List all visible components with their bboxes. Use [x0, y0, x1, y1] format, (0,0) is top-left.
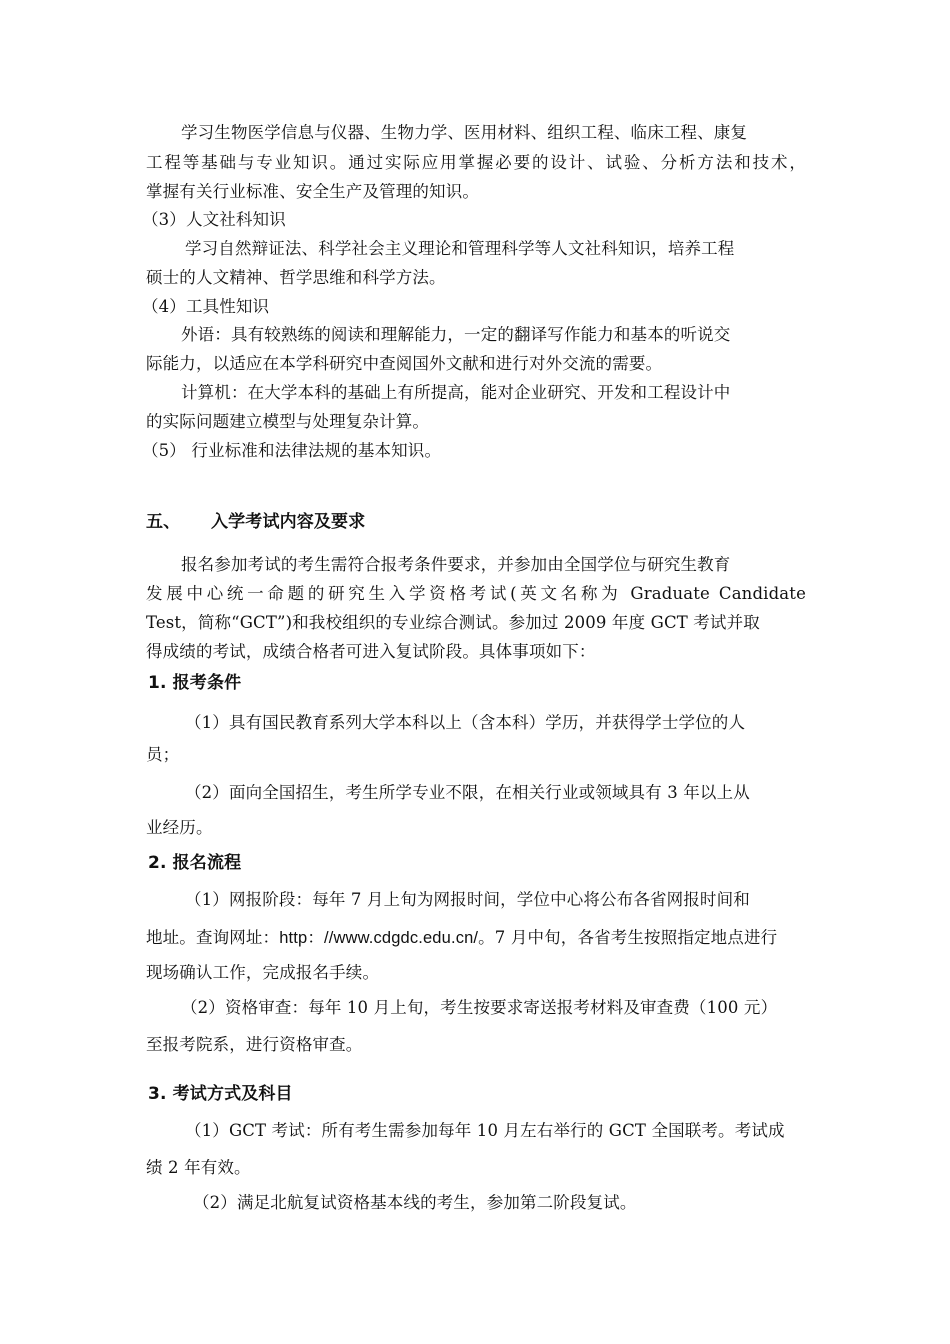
paragraph-line: 掌握有关行业标准、安全生产及管理的知识。 [146, 182, 479, 201]
paragraph-line: 际能力，以适应在本学科研究中查阅国外文献和进行对外交流的需要。 [146, 354, 663, 373]
item-heading: （3）人文社科知识 [142, 210, 286, 229]
subsection-heading: 3. 考试方式及科目 [148, 1084, 293, 1104]
paragraph-line: （1）GCT 考试：所有考生需参加每年 10 月左右举行的 GCT 全国联考。考试成 [185, 1121, 785, 1140]
paragraph-line: 得成绩的考试，成绩合格者可进入复试阶段。具体事项如下： [146, 642, 596, 661]
paragraph-line: Test，简称“GCT”)和我校组织的专业综合测试。参加过 2009 年度 GCT 考试并取 [146, 613, 760, 632]
paragraph-line: 的实际问题建立模型与处理复杂计算。 [146, 412, 430, 431]
paragraph-line: （2）满足北航复试资格基本线的考生，参加第二阶段复试。 [193, 1193, 637, 1212]
paragraph-line: 学习生物医学信息与仪器、生物力学、医用材料、组织工程、临床工程、康复 [181, 123, 748, 142]
paragraph-line [146, 926, 777, 950]
paragraph-line: 计算机：在大学本科的基础上有所提高，能对企业研究、开发和工程设计中 [181, 383, 731, 402]
paragraph-line: （1）具有国民教育系列大学本科以上（含本科）学历，并获得学士学位的人 [185, 713, 746, 732]
paragraph-line: 业经历。 [146, 818, 213, 837]
section-number: 五、 [146, 512, 181, 532]
paragraph-line: 员； [146, 745, 180, 764]
paragraph-line: （2）资格审查：每年 10 月上旬，考生按要求寄送报考材料及审查费（100 元） [181, 998, 778, 1017]
website-url: http：//www.cdgdc.edu.cn/ [279, 929, 479, 947]
subsection-heading: 1. 报考条件 [148, 673, 242, 693]
item-heading: （4）工具性知识 [142, 297, 270, 316]
item-heading: （5） 行业标准和法律法规的基本知识。 [142, 441, 442, 460]
paragraph-line: 外语：具有较熟练的阅读和理解能力，一定的翻译写作能力和基本的听说交 [181, 325, 731, 344]
paragraph-line: 绩 2 年有效。 [146, 1158, 251, 1177]
paragraph-text: 。7 月中旬，各省考生按照指定地点进行 [478, 928, 778, 947]
paragraph-line: 报名参加考试的考生需符合报考条件要求，并参加由全国学位与研究生教育 [181, 555, 731, 574]
paragraph-text: 地址。查询网址： [146, 928, 280, 947]
paragraph-line: 工程等基础与专业知识。通过实际应用掌握必要的设计、试验、分析方法和技术， [146, 153, 806, 172]
paragraph-line: （1）网报阶段：每年 7 月上旬为网报时间，学位中心将公布各省网报时间和 [185, 890, 750, 909]
paragraph-line: 学习自然辩证法、科学社会主义理论和管理科学等人文社科知识，培养工程 [185, 239, 735, 258]
subsection-heading: 2. 报名流程 [148, 853, 242, 873]
paragraph-line: 发展中心统一命题的研究生入学资格考试(英文名称为 Graduate Candidate [146, 584, 806, 603]
paragraph-line: （2）面向全国招生，考生所学专业不限，在相关行业或领域具有 3 年以上从 [185, 783, 750, 802]
paragraph-line: 现场确认工作，完成报名手续。 [146, 963, 380, 982]
section-title: 入学考试内容及要求 [211, 512, 366, 532]
paragraph-line: 硕士的人文精神、哲学思维和科学方法。 [146, 268, 446, 287]
paragraph-line: 至报考院系，进行资格审查。 [146, 1035, 363, 1054]
